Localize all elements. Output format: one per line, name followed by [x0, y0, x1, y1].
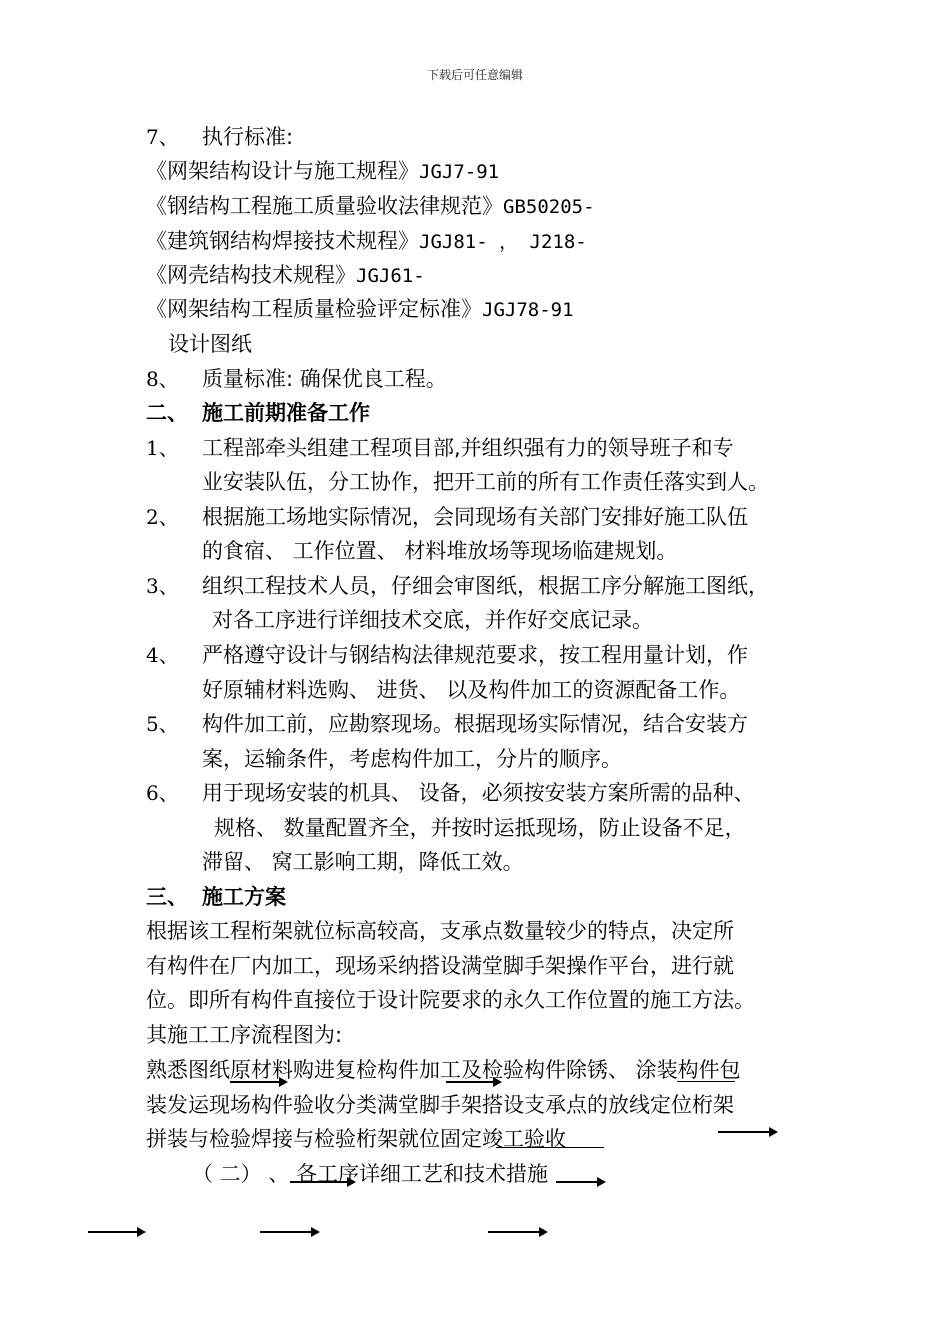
flow-arrow-8 — [488, 1231, 540, 1233]
para-line-4: 其施工工序流程图为: — [146, 1023, 343, 1047]
flow-arrow-5 — [556, 1181, 598, 1183]
item-3-number: 3、 — [146, 574, 179, 598]
flow-line-3: 拼装与检验焊接与检验桁架就位固定竣工验收 — [146, 1127, 566, 1151]
flow-arrow-6 — [88, 1231, 138, 1233]
item-1-line-1: 工程部牵头组建工程项目部,并组织强有力的领导班子和专 — [202, 436, 734, 460]
flow-arrow-1 — [230, 1081, 280, 1083]
design-drawings: 设计图纸 — [168, 332, 252, 356]
section-8-text: 质量标准: 确保优良工程。 — [202, 367, 447, 391]
para-line-3: 位。即所有构件直接位于设计院要求的永久工作位置的施工方法。 — [146, 988, 755, 1012]
item-6-line-3: 滞留、 窝工影响工期，降低工效。 — [202, 850, 524, 874]
para-line-1: 根据该工程桁架就位标高较高，支承点数量较少的特点，决定所 — [146, 919, 734, 943]
flow-underline-1 — [677, 1081, 735, 1082]
heading-3-title: 施工方案 — [202, 885, 286, 909]
item-4-number: 4、 — [146, 643, 179, 667]
item-2-number: 2、 — [146, 505, 179, 529]
item-4-line-1: 严格遵守设计与钢结构法律规范要求，按工程用量计划，作 — [202, 643, 748, 667]
item-5-line-1: 构件加工前，应勘察现场。根据现场实际情况，结合安装方 — [202, 712, 748, 736]
item-4-line-2: 好原辅材料选购、 进货、 以及构件加工的资源配备工作。 — [202, 678, 741, 702]
flow-arrow-4 — [290, 1181, 348, 1183]
standard-3: 《建筑钢结构焊接技术规程》JGJ81- ， J218- — [146, 229, 587, 253]
heading-2-number: 二、 — [146, 401, 188, 425]
section-7-number: 7、 — [146, 125, 179, 149]
flow-arrow-2 — [446, 1081, 494, 1083]
flow-underline-2 — [496, 1147, 604, 1148]
flow-arrow-7 — [260, 1231, 312, 1233]
standard-4: 《网壳结构技术规程》JGJ61- — [146, 263, 425, 287]
item-1-number: 1、 — [146, 436, 179, 460]
subsection-title: （ 二） 、 各工序详细工艺和技术措施 — [192, 1162, 549, 1186]
item-5-number: 5、 — [146, 712, 179, 736]
section-7-title: 执行标准: — [202, 125, 294, 149]
flow-line-2: 装发运现场构件验收分类满堂脚手架搭设支承点的放线定位桁架 — [146, 1093, 734, 1117]
heading-2-title: 施工前期准备工作 — [202, 401, 370, 425]
standard-1: 《网架结构设计与施工规程》JGJ7-91 — [146, 159, 500, 183]
standard-5: 《网架结构工程质量检验评定标准》JGJ78-91 — [146, 297, 574, 321]
item-6-line-2: 规格、 数量配置齐全，并按时运抵现场，防止设备不足， — [214, 816, 746, 840]
item-6-number: 6、 — [146, 781, 179, 805]
section-8-number: 8、 — [146, 367, 179, 391]
heading-3-number: 三、 — [146, 885, 188, 909]
item-2-line-1: 根据施工场地实际情况，会同现场有关部门安排好施工队伍 — [202, 505, 748, 529]
flow-arrow-3 — [718, 1131, 770, 1133]
page-header: 下载后可任意编辑 — [426, 68, 523, 82]
item-5-line-2: 案，运输条件，考虑构件加工，分片的顺序。 — [202, 747, 622, 771]
standard-2: 《钢结构工程施工质量验收法律规范》GB50205- — [146, 194, 595, 218]
item-3-line-1: 组织工程技术人员，仔细会审图纸，根据工序分解施工图纸， — [202, 574, 769, 598]
item-6-line-1: 用于现场安装的机具、 设备，必须按安装方案所需的品种、 — [202, 781, 755, 805]
item-1-line-2: 业安装队伍，分工协作，把开工前的所有工作责任落实到人。 — [202, 470, 769, 494]
item-2-line-2: 的食宿、 工作位置、 材料堆放场等现场临建规划。 — [202, 539, 678, 563]
para-line-2: 有构件在厂内加工，现场采纳搭设满堂脚手架操作平台，进行就 — [146, 954, 734, 978]
flow-line-1: 熟悉图纸原材料购进复检构件加工及检验构件除锈、 涂装构件包 — [146, 1058, 741, 1082]
item-3-line-2: 对各工序进行详细技术交底，并作好交底记录。 — [212, 608, 653, 632]
